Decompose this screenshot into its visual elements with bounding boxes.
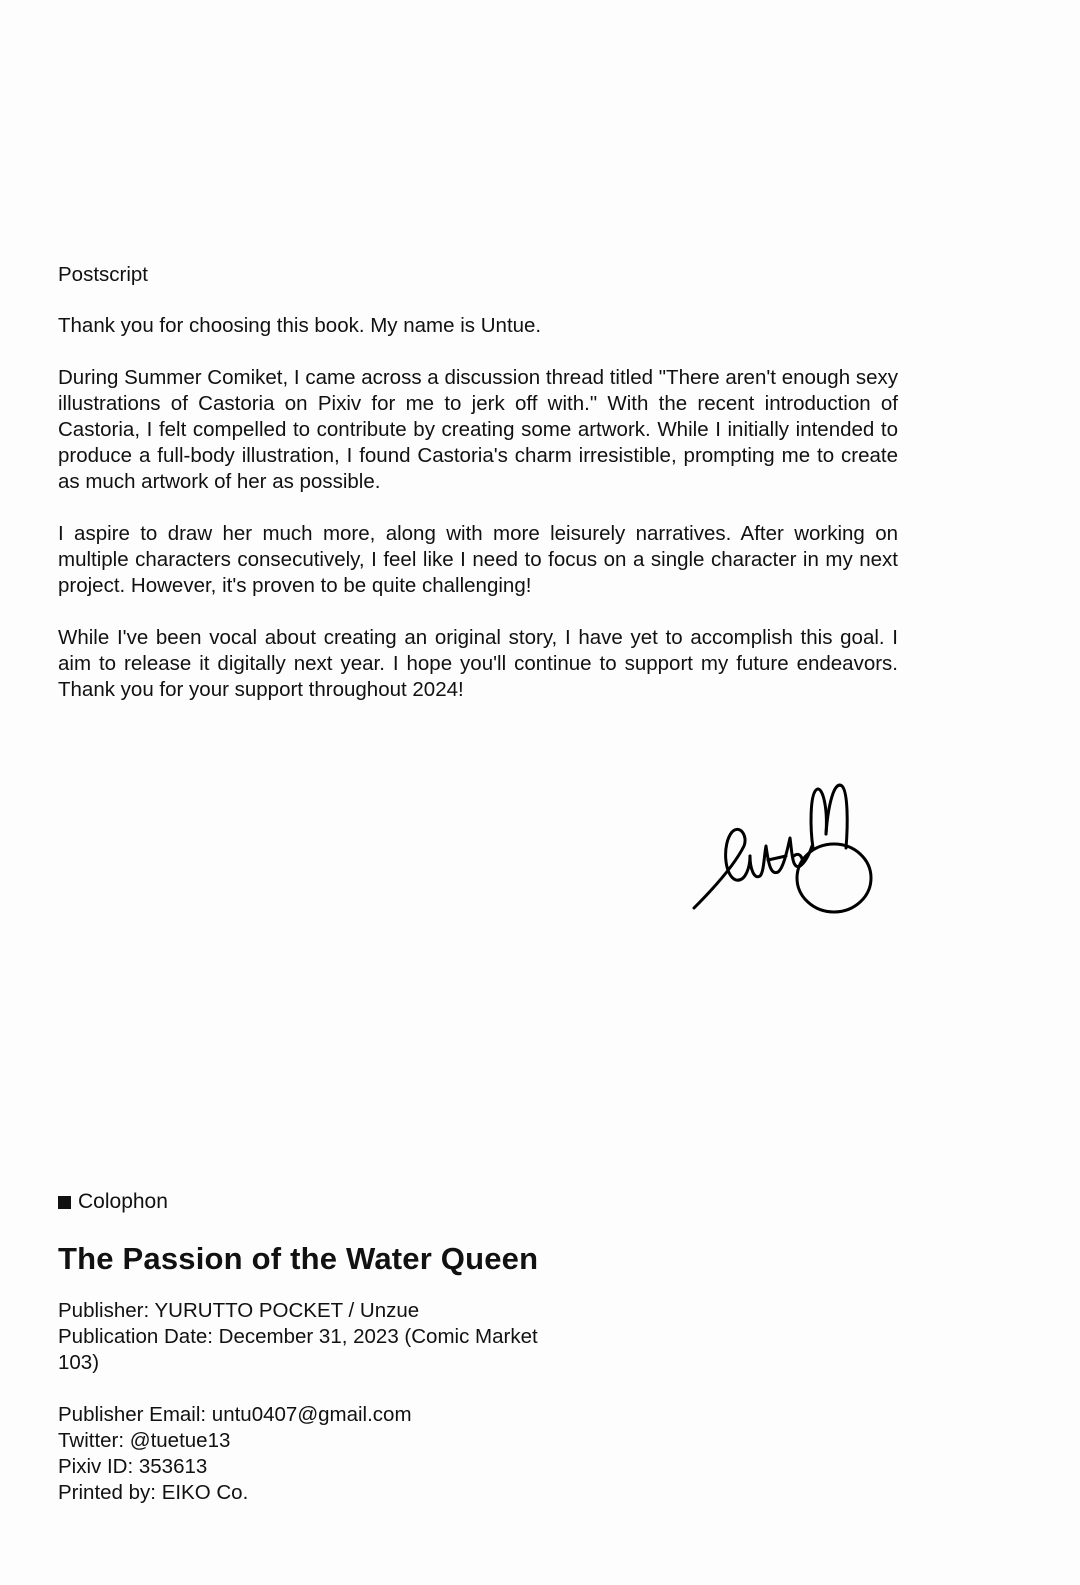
publication-info [58,1298,578,1376]
postscript-paragraph: I aspire to draw her much more, along with more leisurely narratives. After working on multiple characters consecutively, I feel like I need to focus on a single character in my next project. However, it's proven to be quite challenging! [58,522,898,597]
author-signature [688,776,880,916]
pixiv-line: Pixiv ID: 353613 [58,1455,208,1478]
email-line: Publisher Email: untu0407@gmail.com [58,1403,412,1426]
postscript-paragraph: During Summer Comiket, I came across a discussion thread titled "There aren't enough sexy illustrations of Castoria on Pixiv for me to jerk off with." With the recent introduction of Castoria, I felt compelled to contribute by creating some artwork. While I initially intended to produce a full-body illustration, I found Castoria's charm irresistible, prompting me to create as much artwork of her as possible. [58,366,898,493]
colophon-section [58,1190,578,1532]
postscript-paragraph: Thank you for choosing this book. My name is Untue. [58,314,542,337]
contact-info [58,1402,578,1506]
printer-line: Printed by: EIKO Co. [58,1481,249,1504]
colophon-heading-label: Colophon [78,1190,168,1213]
twitter-line: Twitter: @tuetue13 [58,1429,231,1452]
signature-icon [688,776,880,916]
postscript-paragraph: While I've been vocal about creating an original story, I have yet to accomplish this goal. I aim to release it digitally next year. I hope you'll continue to support my future endeavors. Thank you for your support throughout 2024! [58,626,898,701]
colophon-heading [58,1190,578,1214]
book-title: The Passion of the Water Queen [58,1241,539,1276]
postscript-title: Postscript [58,263,148,286]
black-square-icon [58,1196,71,1209]
postscript-section [58,262,898,729]
publication-date-line: Publication Date: December 31, 2023 (Comic Market 103) [58,1325,538,1374]
publisher-line: Publisher: YURUTTO POCKET / Unzue [58,1299,420,1322]
